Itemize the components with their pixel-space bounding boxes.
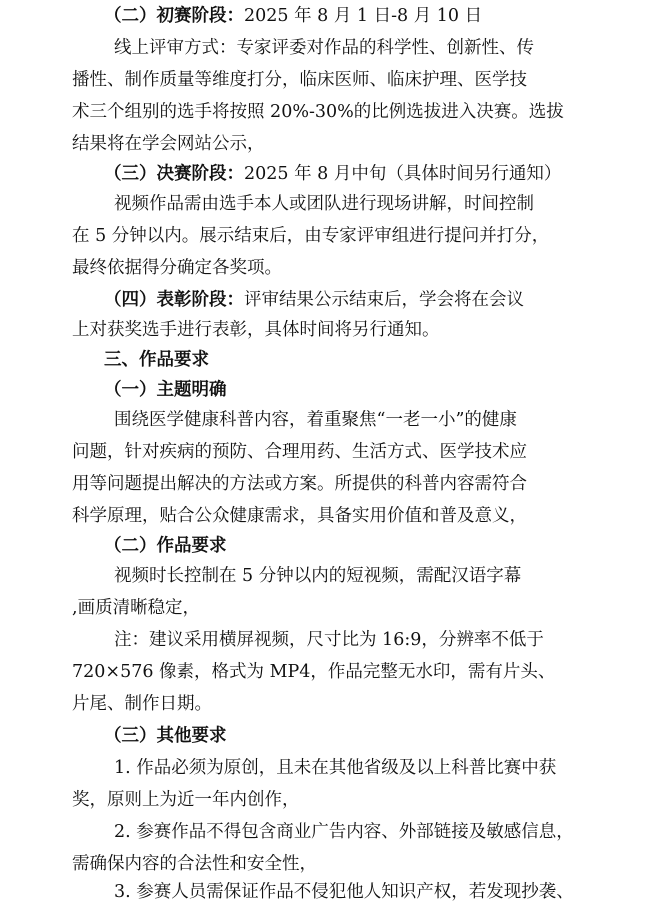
paragraph-line: 注：建议采用横屏视频，尺寸比为 16:9，分辨率不低于 — [114, 630, 544, 650]
paragraph-line: 问题，针对疾病的预防、合理用药、生活方式、医学技术应 — [72, 442, 527, 462]
paragraph-line: 围绕医学健康科普内容，着重聚焦“一老一小”的健康 — [114, 410, 517, 430]
paragraph-line: 片尾、制作日期。 — [72, 694, 212, 714]
final-stage-date: 2025 年 8 月中旬（具体时间另行通知） — [244, 164, 562, 184]
paragraph-line: 结果将在学会网站公示， — [72, 134, 265, 154]
paragraph-line: 在 5 分钟以内。展示结束后，由专家评审组进行提问并打分， — [72, 226, 550, 246]
award-stage-line — [104, 288, 658, 312]
paragraph-line: 3. 参赛人员需保证作品不侵犯他人知识产权，若发现抄袭、 — [114, 882, 574, 902]
paragraph-line: 需确保内容的合法性和安全性， — [72, 854, 317, 874]
paragraph-line: 线上评审方式：专家评委对作品的科学性、创新性、传 — [114, 38, 534, 58]
paragraph-line: 播性、制作质量等维度打分，临床医师、临床护理、医学技 — [72, 70, 527, 90]
paragraph-line: 视频作品需由选手本人或团队进行现场讲解，时间控制 — [114, 194, 534, 214]
paragraph-line: 科学原理，贴合公众健康需求，具备实用价值和普及意义， — [72, 506, 527, 526]
paragraph-line: 视频时长控制在 5 分钟以内的短视频，需配汉语字幕 — [114, 566, 522, 586]
award-stage-label: （四）表彰阶段： — [104, 290, 244, 310]
paragraph-line: 奖，原则上为近一年内创作， — [72, 790, 300, 810]
paragraph-line: ,画质清晰稳定， — [72, 598, 201, 618]
subsection-heading: （一）主题明确 — [104, 380, 227, 400]
paragraph-line: 用等问题提出解决的方法或方案。所提供的科普内容需符合 — [72, 474, 527, 494]
award-stage-text: 评审结果公示结束后，学会将在会议 — [244, 290, 524, 310]
paragraph-line: 术三个组别的选手将按照 20%-30%的比例选拔进入决赛。选拔 — [72, 102, 564, 122]
subsection-heading: （二）作品要求 — [104, 536, 227, 556]
final-stage-label: （三）决赛阶段： — [104, 164, 244, 184]
paragraph-line: 最终依据得分确定各奖项。 — [72, 258, 282, 278]
paragraph-line: 720×576 像素，格式为 MP4，作品完整无水印，需有片头、 — [72, 662, 556, 682]
final-stage-line — [104, 162, 658, 186]
paragraph-line: 1. 作品必须为原创，且未在其他省级及以上科普比赛中获 — [114, 758, 557, 778]
prelim-stage-label: （二）初赛阶段： — [104, 6, 244, 26]
subsection-heading: （三）其他要求 — [104, 726, 227, 746]
prelim-stage-date: 2025 年 8 月 1 日-8 月 10 日 — [244, 6, 483, 26]
prelim-stage-line — [104, 4, 658, 28]
section-heading: 三、作品要求 — [104, 350, 209, 370]
paragraph-line: 2. 参赛作品不得包含商业广告内容、外部链接及敏感信息， — [114, 822, 574, 842]
paragraph-line: 上对获奖选手进行表彰，具体时间将另行通知。 — [72, 320, 440, 340]
